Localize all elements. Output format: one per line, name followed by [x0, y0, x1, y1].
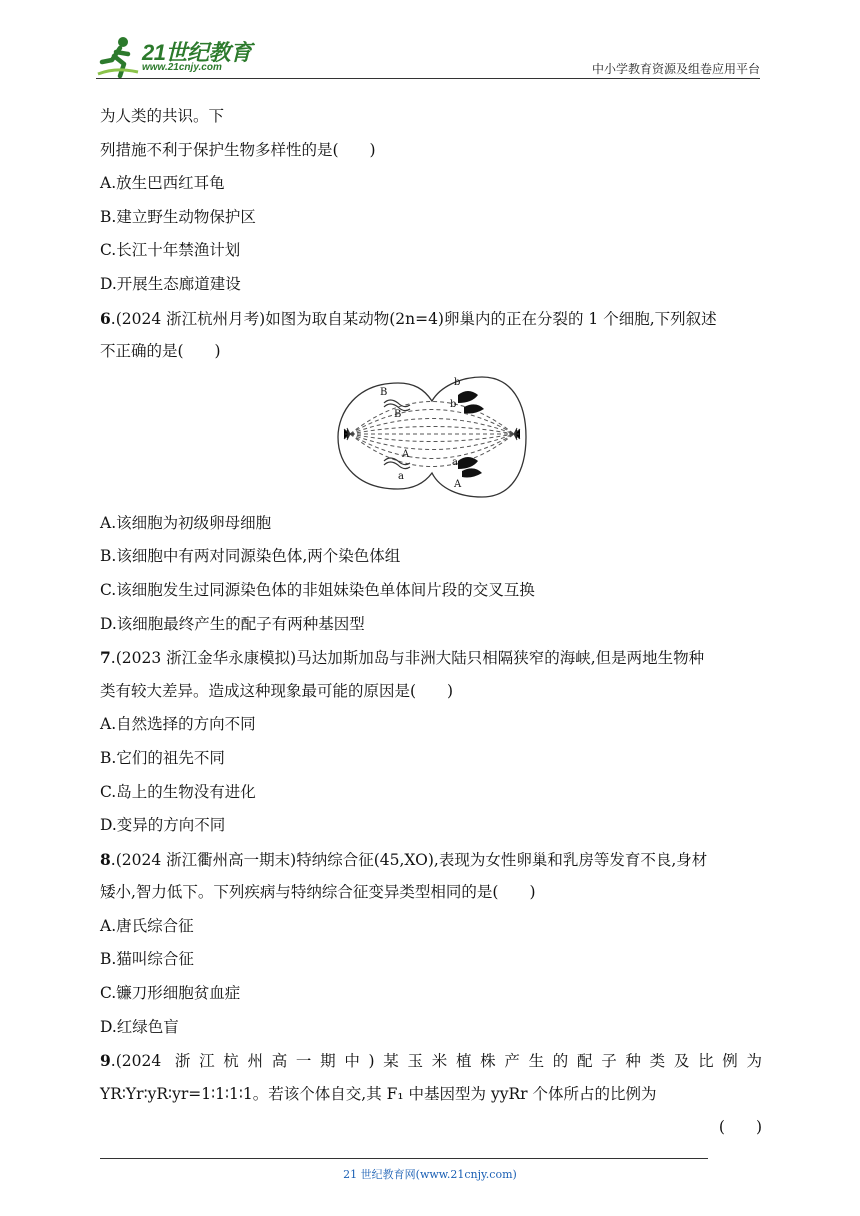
q5-stem-line: 列措施不利于保护生物多样性的是( ) [100, 140, 376, 159]
q8-number: 8 [100, 849, 111, 869]
page-footer[interactable]: 21 世纪教育网(www.21cnjy.com) [343, 1168, 517, 1181]
figure-label: a [452, 456, 458, 468]
q6-option-b[interactable]: B.该细胞中有两对同源染色体,两个染色体组 [100, 547, 401, 566]
q9-number: 9 [100, 1051, 111, 1071]
q8-option-d[interactable]: D.红绿色盲 [100, 1017, 179, 1036]
figure-label: b [454, 376, 461, 388]
q8-stem-line [100, 843, 762, 877]
cell-diagram [336, 373, 528, 501]
q8-stem-line: 矮小,智力低下。下列疾病与特纳综合征变异类型相同的是( ) [100, 883, 536, 902]
runner-logo-icon [96, 34, 140, 78]
logo-text: 21世纪教育 [142, 40, 252, 65]
q7-option-c[interactable]: C.岛上的生物没有进化 [100, 782, 256, 801]
q7-option-a[interactable]: A.自然选择的方向不同 [100, 715, 256, 734]
q7-stem-line [100, 641, 762, 675]
q5-option-a[interactable]: A.放生巴西红耳龟 [100, 174, 225, 193]
q7-stem-text: .(2023 浙江金华永康模拟)马达加斯加岛与非洲大陆只相隔狭窄的海峡,但是两地生物种 [110, 649, 705, 668]
q5-option-b[interactable]: B.建立野生动物保护区 [100, 207, 256, 226]
q5-option-c[interactable]: C.长江十年禁渔计划 [100, 241, 241, 260]
figure-label: b [450, 398, 457, 410]
q7-number: 7 [100, 648, 111, 668]
q6-option-d[interactable]: D.该细胞最终产生的配子有两种基因型 [100, 614, 365, 633]
q6-option-a[interactable]: A.该细胞为初级卵母细胞 [100, 513, 272, 532]
q8-option-b[interactable]: B.猫叫综合征 [100, 950, 194, 969]
q7-option-d[interactable]: D.变异的方向不同 [100, 816, 226, 835]
q8-option-a[interactable]: A.唐氏综合征 [100, 916, 194, 935]
logo-url: www.21cnjy.com [142, 62, 222, 73]
figure-label: a [398, 470, 404, 482]
footer-divider [100, 1158, 708, 1159]
q8-option-c[interactable]: C.镰刀形细胞贫血症 [100, 984, 241, 1003]
figure-label: B [380, 386, 388, 398]
figure-label: B [394, 408, 402, 420]
page-header [96, 34, 760, 80]
q5-stem-line: 为人类的共识。下 [100, 107, 225, 125]
site-logo[interactable] [96, 34, 266, 80]
header-divider [96, 78, 760, 79]
q5-option-d[interactable]: D.开展生态廊道建设 [100, 274, 241, 293]
figure-label: A [402, 448, 410, 460]
q6-number: 6 [100, 308, 111, 328]
q8-stem-text: .(2024 浙江衢州高一期末)特纳综合征(45,XO),表现为女性卵巢和乳房等发育不良,身材 [110, 850, 708, 869]
q6-stem-line [100, 302, 762, 336]
q6-stem-line: 不正确的是( ) [100, 342, 221, 361]
q6-option-c[interactable]: C.该细胞发生过同源染色体的非姐妹染色单体间片段的交叉互换 [100, 580, 535, 599]
figure-label: A [454, 478, 462, 490]
q7-option-b[interactable]: B.它们的祖先不同 [100, 748, 225, 767]
question-content [100, 100, 762, 1145]
platform-name: 中小学教育资源及组卷应用平台 [591, 62, 760, 76]
q6-stem-text: .(2024 浙江杭州月考)如图为取自某动物(2n=4)卵巢内的正在分裂的 1 个细胞,下列叙述 [110, 309, 717, 328]
q9-stem-line: YR∶Yr∶yR∶yr=1∶1∶1∶1。若该个体自交,其 F₁ 中基因型为 yyRr 个体所占的比例为 [100, 1084, 657, 1103]
q9-answer-blank: ( ) [718, 1118, 762, 1137]
q9-stem-line [100, 1044, 762, 1078]
cell-division-figure [100, 373, 762, 505]
q9-stem-text: .(2024 浙江杭州高一期中)某玉米植株产生的配子种类及比例为 [110, 1052, 762, 1071]
q7-stem-line: 类有较大差异。造成这种现象最可能的原因是( ) [100, 681, 454, 700]
